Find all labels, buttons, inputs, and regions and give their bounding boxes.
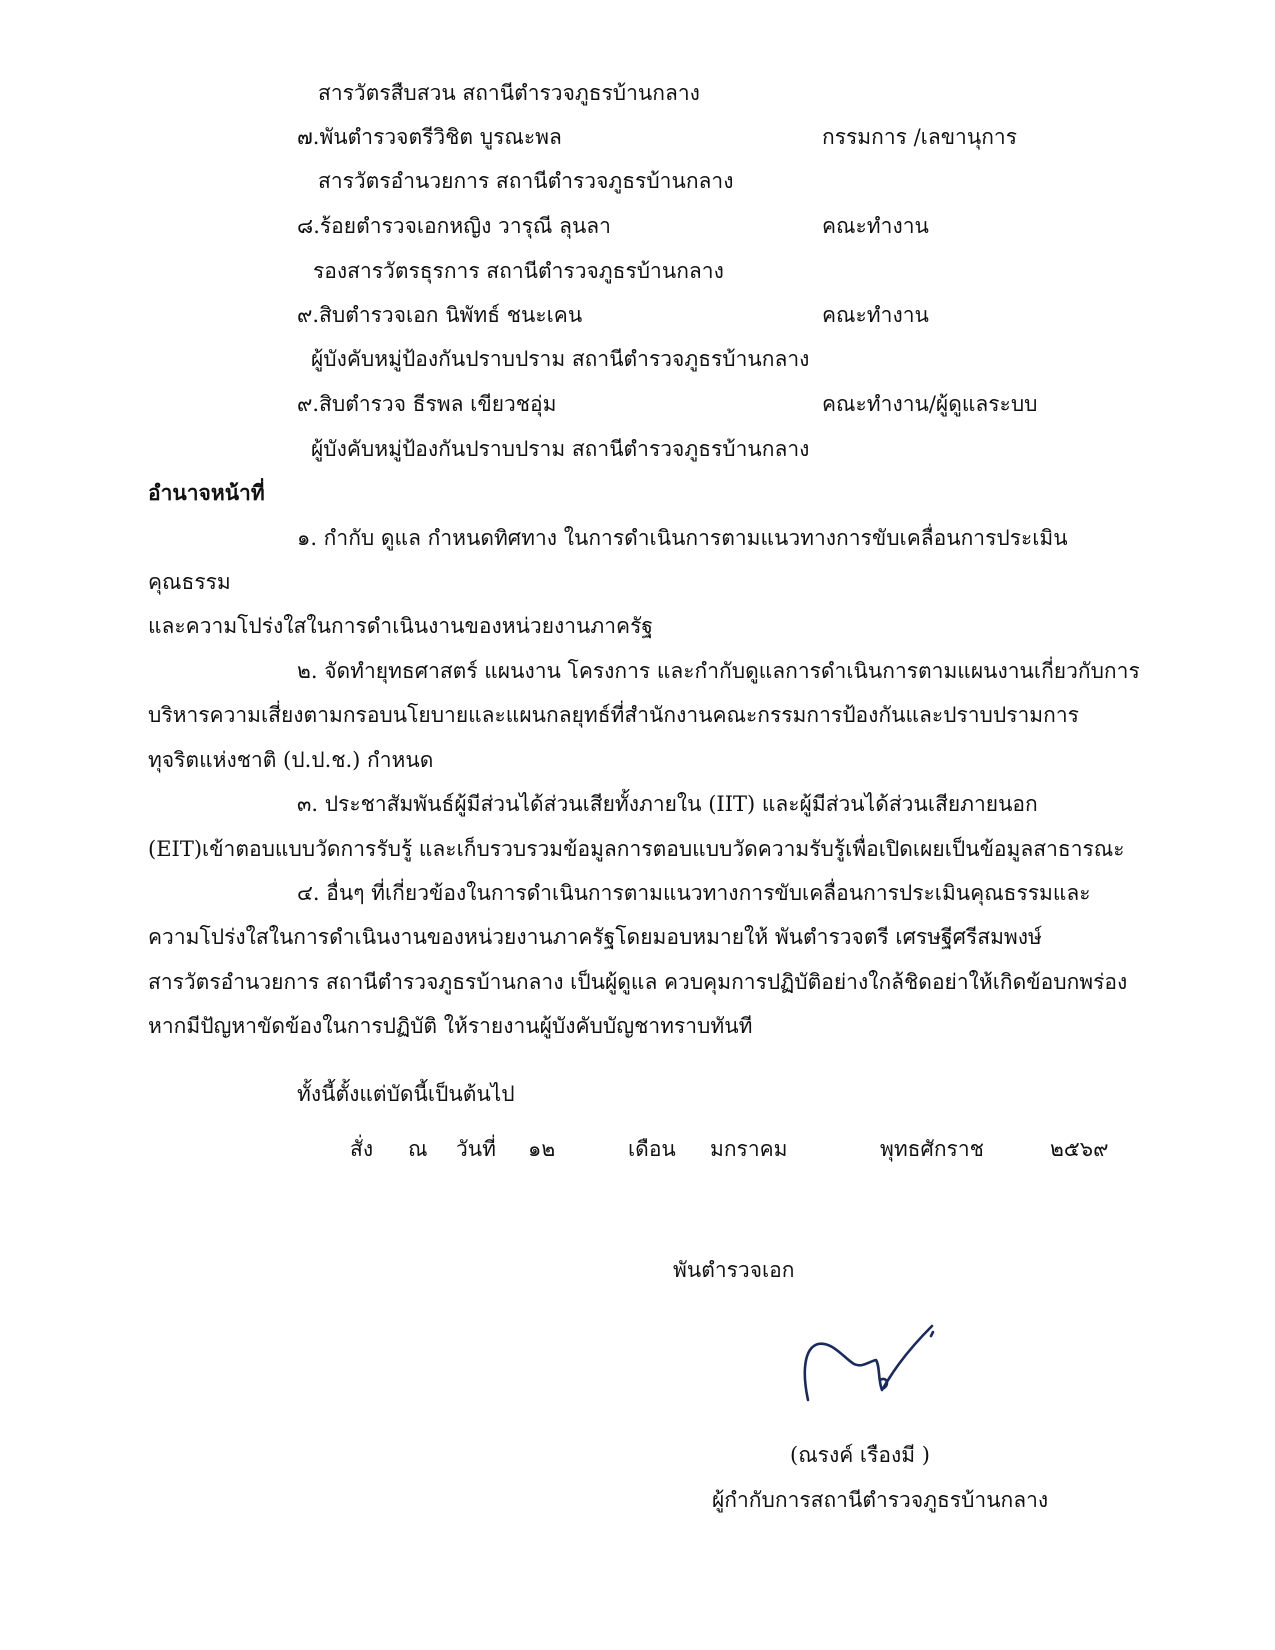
- member-2-position: รองสารวัตรธุรการ สถานีตำรวจภูธรบ้านกลาง: [313, 259, 724, 283]
- duty-line-6: ๓. ประชาสัมพันธ์ผู้มีส่วนได้ส่วนเสียทั้งภายใน (IIT) และผู้มีส่วนได้ส่วนเสียภายนอก: [297, 792, 1038, 816]
- member-1-position: สารวัตรอำนวยการ สถานีตำรวจภูธรบ้านกลาง: [318, 169, 734, 193]
- duties-heading: อำนาจหน้าที่: [148, 480, 265, 505]
- signature-icon: [796, 1308, 956, 1418]
- duty-line-2: และความโปร่งใสในการดำเนินงานของหน่วยงานภาครัฐ: [148, 614, 653, 638]
- signatory-title: ผู้กำกับการสถานีตำรวจภูธรบ้านกลาง: [712, 1488, 1049, 1512]
- member-1-name: ๗.พันตำรวจตรีวิชิต บูรณะพล: [297, 125, 562, 149]
- duty-line-4: บริหารความเสี่ยงตามกรอบนโยบายและแผนกลยุทธ์ที่สำนักงานคณะกรรมการป้องกันและปราบปรามการ: [148, 703, 1079, 727]
- signatory-name: (ณรงค์ เรืองมี ): [790, 1443, 930, 1467]
- duty-line-3: ๒. จัดทำยุทธศาสตร์ แผนงาน โครงการ และกำกับดูแลการดำเนินการตามแผนงานเกี่ยวกับการ: [297, 659, 1140, 683]
- member-0-position: สารวัตรสืบสวน สถานีตำรวจภูธรบ้านกลาง: [318, 81, 700, 105]
- duty-line-7: (EIT)เข้าตอบแบบวัดการรับรู้ และเก็บรวบรวมข้อมูลการตอบแบบวัดความรับรู้เพื่อเปิดเผยเป็นข้อมูลสาธารณะ: [148, 837, 1125, 861]
- duty-line-11: หากมีปัญหาขัดข้องในการปฏิบัติ ให้รายงานผู้บังคับบัญชาทราบทันที: [148, 1014, 753, 1038]
- member-4-name: ๙.สิบตำรวจ ธีรพล เขียวชอุ่ม: [297, 392, 557, 416]
- date-month-label: เดือน: [628, 1137, 676, 1161]
- duty-line-10: สารวัตรอำนวยการ สถานีตำรวจภูธรบ้านกลาง เป็นผู้ดูแล ควบคุมการปฏิบัติอย่างใกล้ชิดอย่าให้เกิดข้อบกพร่อง: [148, 970, 1128, 994]
- date-month: มกราคม: [710, 1137, 788, 1161]
- date-year-label: พุทธศักราช: [880, 1137, 984, 1161]
- signatory-rank: พันตำรวจเอก: [673, 1258, 795, 1282]
- date-day: ๑๒: [528, 1137, 556, 1161]
- duty-line-9: ความโปร่งใสในการดำเนินงานของหน่วยงานภาครัฐโดยมอบหมายให้ พันตำรวจตรี เศรษฐีศรีสมพงษ์: [148, 925, 1042, 949]
- duty-line-1: คุณธรรม: [148, 570, 231, 594]
- member-3-name: ๙.สิบตำรวจเอก นิพัทธ์ ชนะเคน: [297, 303, 583, 327]
- member-2-role: คณะทำงาน: [822, 214, 929, 238]
- date-at-label: ณ: [408, 1137, 428, 1161]
- effective-statement: ทั้งนี้ตั้งแต่บัดนี้เป็นต้นไป: [297, 1082, 515, 1106]
- date-year: ๒๕๖๙: [1050, 1137, 1109, 1161]
- member-3-role: คณะทำงาน: [822, 303, 929, 327]
- signature-image: [796, 1308, 956, 1418]
- member-1-role: กรรมการ /เลขานุการ: [822, 125, 1017, 149]
- member-2-name: ๘.ร้อยตำรวจเอกหญิง วารุณี ลุนลา: [297, 214, 611, 238]
- member-4-position: ผู้บังคับหมู่ป้องกันปราบปราม สถานีตำรวจภูธรบ้านกลาง: [311, 437, 810, 461]
- member-3-position: ผู้บังคับหมู่ป้องกันปราบปราม สถานีตำรวจภูธรบ้านกลาง: [311, 347, 810, 371]
- date-day-label: วันที่: [456, 1137, 496, 1161]
- member-4-role: คณะทำงาน/ผู้ดูแลระบบ: [822, 392, 1038, 416]
- date-order-label: สั่ง: [350, 1137, 374, 1161]
- duty-line-0: ๑. กำกับ ดูแล กำหนดทิศทาง ในการดำเนินการตามแนวทางการขับเคลื่อนการประเมิน: [297, 526, 1068, 550]
- duty-line-8: ๔. อื่นๆ ที่เกี่ยวข้องในการดำเนินการตามแนวทางการขับเคลื่อนการประเมินคุณธรรมและ: [297, 881, 1091, 905]
- duty-line-5: ทุจริตแห่งชาติ (ป.ป.ช.) กำหนด: [148, 748, 434, 772]
